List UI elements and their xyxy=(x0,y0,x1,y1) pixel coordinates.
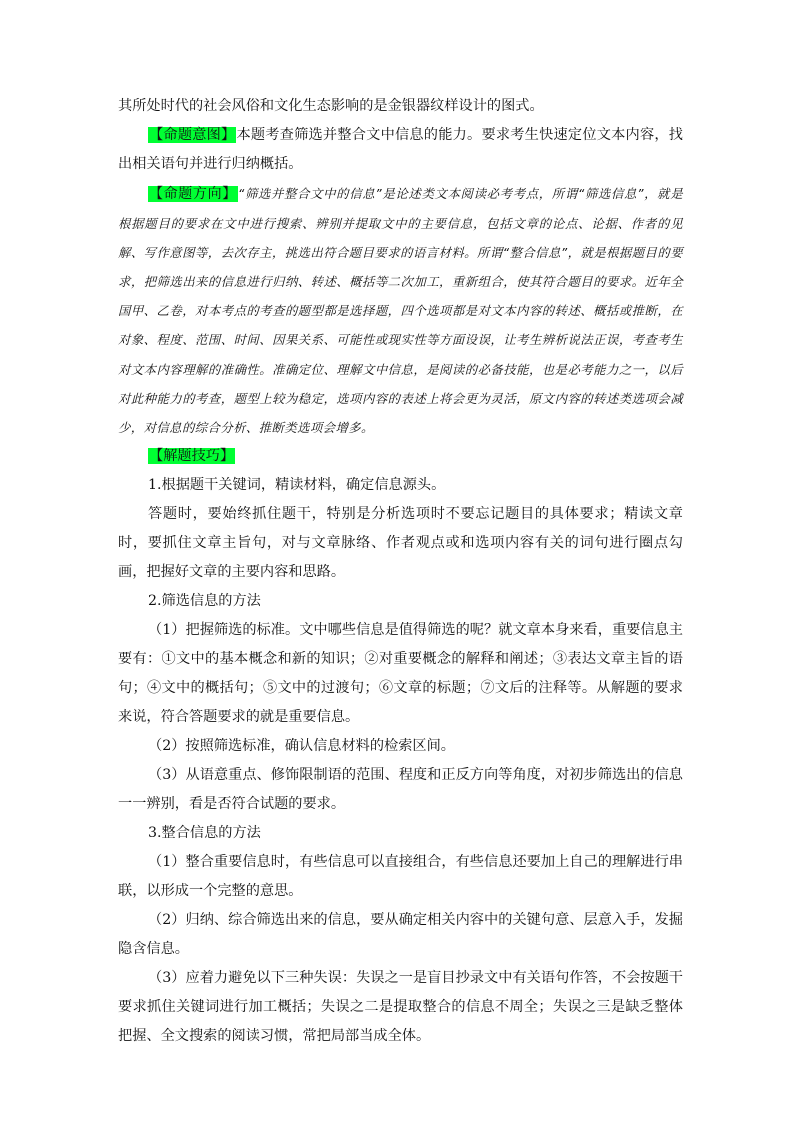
step3-title: 3.整合信息的方法 xyxy=(148,824,261,841)
document-body xyxy=(118,92,683,1051)
intent-tag: 【命题意图】 xyxy=(149,127,236,143)
intent-paragraph xyxy=(118,121,683,179)
step2-point3: （3）从语意重点、修饰限制语的范围、程度和正反方向等角度，对初步筛选出的信息一一辨别，看是否符合试题的要求。 xyxy=(118,766,683,812)
direction-text: “筛选并整合文中的信息”是论述类文本阅读必考考点，所谓“筛选信息”，就是根据题目的要求在文中进行搜索、辨别并提取文中的主要信息，包括文章的论点、论据、作者的见解、写作意图等，去次存主，挑选出符合题目要求的语言材料。所谓“整合信息”，就是根据题目的要求，把筛选出来的信息进行归纳、转述、概括等二次加工，重新组合，使其符合题目的要求。近年全国甲、乙卷，对本考点的考查的题型都是选择题，四个选项都是对文本内容的转述、概括或推断，在对象、程度、范围、时间、因果关系、可能性或现实性等方面设误，让考生辨析说法正误，考查考生对文本内容理解的准确性。准确定位、理解文中信息，是阅读的必备技能，也是必考能力之一，以后对此种能力的考查，题型上较为稳定，选项内容的表述上将会更为灵活，原文内容的转述类选项会减少，对信息的综合分析、推断类选项会增多。 xyxy=(118,186,684,435)
skills-heading xyxy=(118,442,683,471)
step1-body: 答题时，要始终抓住题干，特别是分析选项时不要忘记题目的具体要求；精读文章时，要抓住文章主旨句，对与文章脉络、作者观点或和选项内容有关的词句进行圈点勾画，把握好文章的主要内容和思路。 xyxy=(118,505,683,580)
skills-tag: 【解题技巧】 xyxy=(149,447,235,464)
step3-point1: （1）整合重要信息时，有些信息可以直接组合，有些信息还要加上自己的理解进行串联，以形成一个完整的意思。 xyxy=(118,853,683,899)
intent-text: 本题考查筛选并整合文中信息的能力。要求考生快速定位文本内容，找出相关语句并进行归纳概括。 xyxy=(118,127,683,172)
direction-paragraph xyxy=(118,179,683,442)
intro-paragraph: 其所处时代的社会风俗和文化生态影响的是金银器纹样设计的图式。 xyxy=(118,98,544,114)
step2-point1: （1）把握筛选的标准。文中哪些信息是值得筛选的呢？就文章本身来看，重要信息主要有：①文中的基本概念和新的知识；②对重要概念的解释和阐述；③表达文章主旨的语句；④文中的概括句；⑤文中的过渡句；⑥文章的标题；⑦文后的注释等。从解题的要求来说，符合答题要求的就是重要信息。 xyxy=(118,621,683,725)
step2-title: 2.筛选信息的方法 xyxy=(148,592,261,609)
step2-point2: （2）按照筛选标准，确认信息材料的检索区间。 xyxy=(148,737,455,754)
step1-title: 1.根据题干关键词，精读材料，确定信息源头。 xyxy=(148,476,446,493)
step3-point2: （2）归纳、综合筛选出来的信息，要从确定相关内容中的关键句意、层意入手，发掘隐含信息。 xyxy=(118,911,683,957)
step3-point3: （3）应着力避免以下三种失误：失误之一是盲目抄录文中有关语句作答，不会按题干要求抓住关键词进行加工概括；失误之二是提取整合的信息不周全；失误之三是缺乏整体把握、全文搜索的阅读习惯，常把局部当成全体。 xyxy=(118,969,683,1044)
direction-tag: 【命题方向】 xyxy=(149,186,237,202)
